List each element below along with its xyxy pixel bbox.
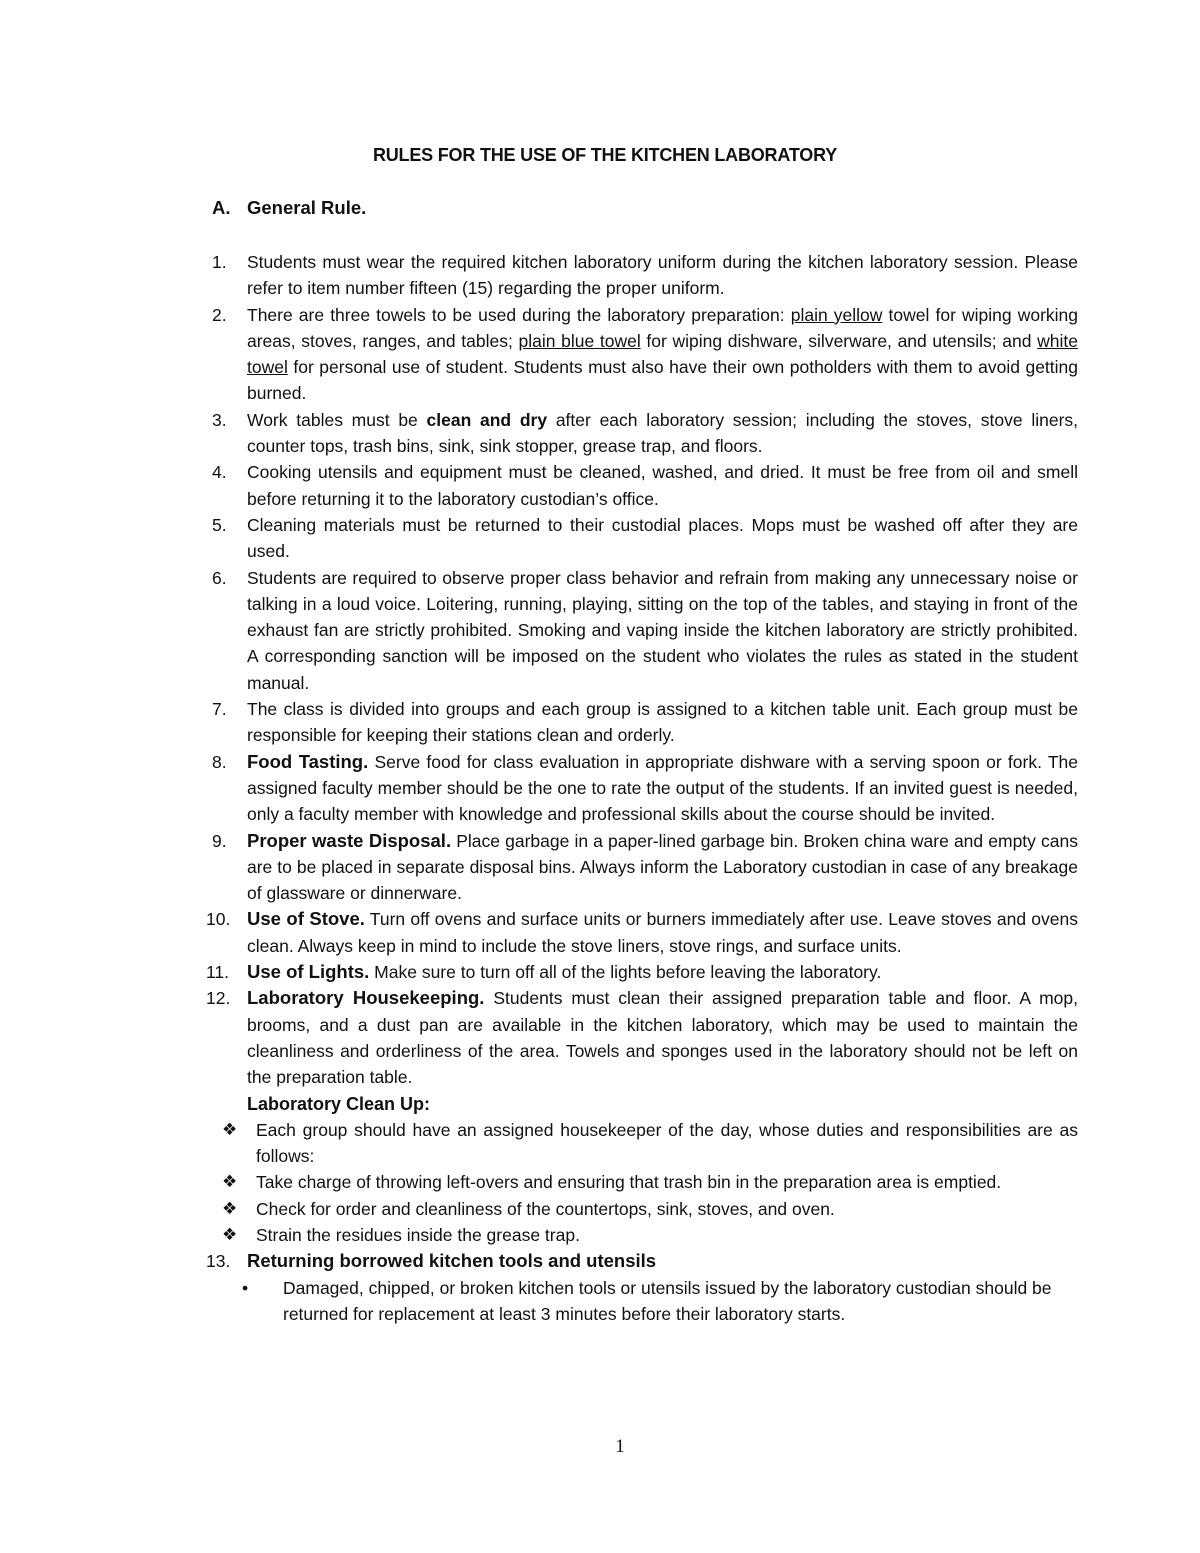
cleanup-text: Check for order and cleanliness of the countertops, sink, stoves, and oven. <box>256 1198 835 1219</box>
diamond-bullet-icon: ❖ <box>222 1224 238 1244</box>
cleanup-item <box>212 1196 1078 1222</box>
rule-text: Students are required to observe proper class behavior and refrain from making any unnecessary noise or talking in a loud voice. Loitering, running, playing, sitting on the top of the tables, and staying in front of the exhaust fan are strictly prohibited. Smoking and vaping inside the kitchen laboratory are strictly prohibited. A corresponding sanction will be imposed on the student who violates the rules as stated in the student manual. <box>247 567 1078 693</box>
rule-number: 4. <box>212 462 227 483</box>
rule-heading: Use of Lights. <box>247 961 370 983</box>
rule-number: 6. <box>212 567 227 588</box>
cleanup-text: Take charge of throwing left-overs and ensuring that trash bin in the preparation area is emptied. <box>256 1172 1002 1193</box>
rule-text: Cleaning materials must be returned to their custodial places. Mops must be washed off after they are used. <box>247 514 1078 562</box>
rule-text: Serve food for class evaluation in appropriate dishware with a serving spoon or fork. The assigned faculty member should be the one to rate the output of the students. If an invited guest is needed, only a faculty member with knowledge and professional skills about the course should be invited. <box>247 751 1078 825</box>
diamond-bullet-icon: ❖ <box>222 1198 238 1218</box>
rule-number: 5. <box>212 514 227 535</box>
cleanup-heading: Laboratory Clean Up: <box>247 1093 431 1114</box>
returning-item <box>212 1275 1078 1328</box>
rule-heading: Proper waste Disposal. <box>247 829 452 851</box>
rule-number: 12. <box>206 988 231 1009</box>
towel-yellow: plain yellow <box>790 304 883 325</box>
rule-heading: Returning borrowed kitchen tools and utensils <box>247 1250 657 1272</box>
rule-item-4 <box>212 459 1078 512</box>
rule-emphasis: clean and dry <box>426 409 548 430</box>
rule-number: 3. <box>212 409 227 430</box>
rule-number: 7. <box>212 699 227 720</box>
rule-text: for personal use of student. Students must also have their own potholders with them to avoid getting burned. <box>247 357 1078 404</box>
cleanup-heading-row <box>212 1091 1078 1117</box>
rule-text: after each laboratory session; including the stoves, stove liners, counter tops, trash bins, sink, sink stopper, grease trap, and floors. <box>247 409 1079 457</box>
rule-item-12 <box>206 985 1078 1090</box>
bullet-dot-icon: • <box>242 1277 249 1298</box>
rule-item-6 <box>212 565 1078 696</box>
section-label: A. <box>212 197 231 218</box>
cleanup-item <box>212 1222 1078 1248</box>
rule-text: towel for wiping working areas, stoves, ranges, and tables; <box>247 304 1079 351</box>
rule-text: Work tables must be <box>247 409 427 430</box>
rule-item-3 <box>212 407 1078 460</box>
rule-number: 10. <box>206 909 231 930</box>
cleanup-item <box>212 1169 1078 1195</box>
rule-text: Students must wear the required kitchen laboratory uniform during the kitchen laboratory session. Please refer to item number fifteen (15) regarding the proper uniform. <box>247 252 1078 299</box>
rule-item-9 <box>212 828 1078 907</box>
rule-item-2 <box>212 302 1078 407</box>
rule-item-11 <box>206 959 1078 985</box>
diamond-bullet-icon: ❖ <box>222 1172 238 1192</box>
cleanup-text: Each group should have an assigned housekeeper of the day, whose duties and responsibilities are as follows: <box>256 1119 1078 1167</box>
rule-number: 1. <box>212 252 227 272</box>
section-heading <box>212 197 366 219</box>
rule-heading: Use of Stove. <box>247 908 365 930</box>
rule-heading: Food Tasting. <box>247 750 369 772</box>
cleanup-text: Strain the residues inside the grease trap. <box>256 1224 580 1245</box>
rule-number: 11. <box>206 962 230 983</box>
rule-text: Cooking utensils and equipment must be cleaned, washed, and dried. It must be free from oil and smell before returning it to the laboratory custodian’s office. <box>247 462 1078 509</box>
rule-text: Place garbage in a paper-lined garbage bin. Broken china ware and empty cans are to be placed in separate disposal bins. Always inform the Laboratory custodian in case of any breakage of glassware or dinnerware. <box>247 830 1079 904</box>
rule-item-7 <box>212 696 1078 749</box>
rule-number: 13. <box>206 1251 231 1272</box>
returning-text: Damaged, chipped, or broken kitchen tools or utensils issued by the laboratory custodian should be returned for replacement at least 3 minutes before their laboratory starts. <box>283 1277 1052 1324</box>
rule-text: Students must clean their assigned preparation table and floor. A mop, brooms, and a dust pan are available in the kitchen laboratory, which may be used to maintain the cleanliness and orderliness of the area. Towels and sponges used in the laboratory should not be left on the preparation table. <box>247 988 1078 1088</box>
rule-item-5 <box>212 512 1078 565</box>
rule-text: There are three towels to be used during the laboratory preparation: <box>247 304 791 325</box>
rule-text: Turn off ovens and surface units or burners immediately after use. Leave stoves and ovens clean. Always keep in mind to include the stove liners, stove rings, and surface units. <box>247 909 1078 956</box>
page-title: RULES FOR THE USE OF THE KITCHEN LABORATORY <box>372 145 838 165</box>
towel-blue: plain blue towel <box>518 330 641 351</box>
rule-number: 8. <box>212 751 227 772</box>
rule-item-8 <box>212 749 1078 828</box>
rule-heading: Laboratory Housekeeping. <box>247 987 485 1009</box>
rule-item-1 <box>212 249 1078 302</box>
rule-item-13 <box>206 1248 1078 1274</box>
rule-text: Make sure to turn off all of the lights before leaving the laboratory. <box>369 962 882 983</box>
diamond-bullet-icon: ❖ <box>222 1119 238 1139</box>
towel-white: white towel <box>247 330 1078 378</box>
cleanup-item <box>212 1117 1078 1170</box>
rule-text: The class is divided into groups and each group is assigned to a kitchen table unit. Each group must be responsible for keeping their stations clean and orderly. <box>247 699 1078 746</box>
section-title: General Rule. <box>247 197 367 218</box>
rule-text: for wiping dishware, silverware, and utensils; and <box>640 330 1038 351</box>
rule-item-10 <box>206 906 1078 959</box>
rules-list <box>206 249 1079 1327</box>
page-number: 1 <box>615 1436 625 1457</box>
rule-number: 9. <box>212 830 227 851</box>
rule-number: 2. <box>212 304 227 325</box>
